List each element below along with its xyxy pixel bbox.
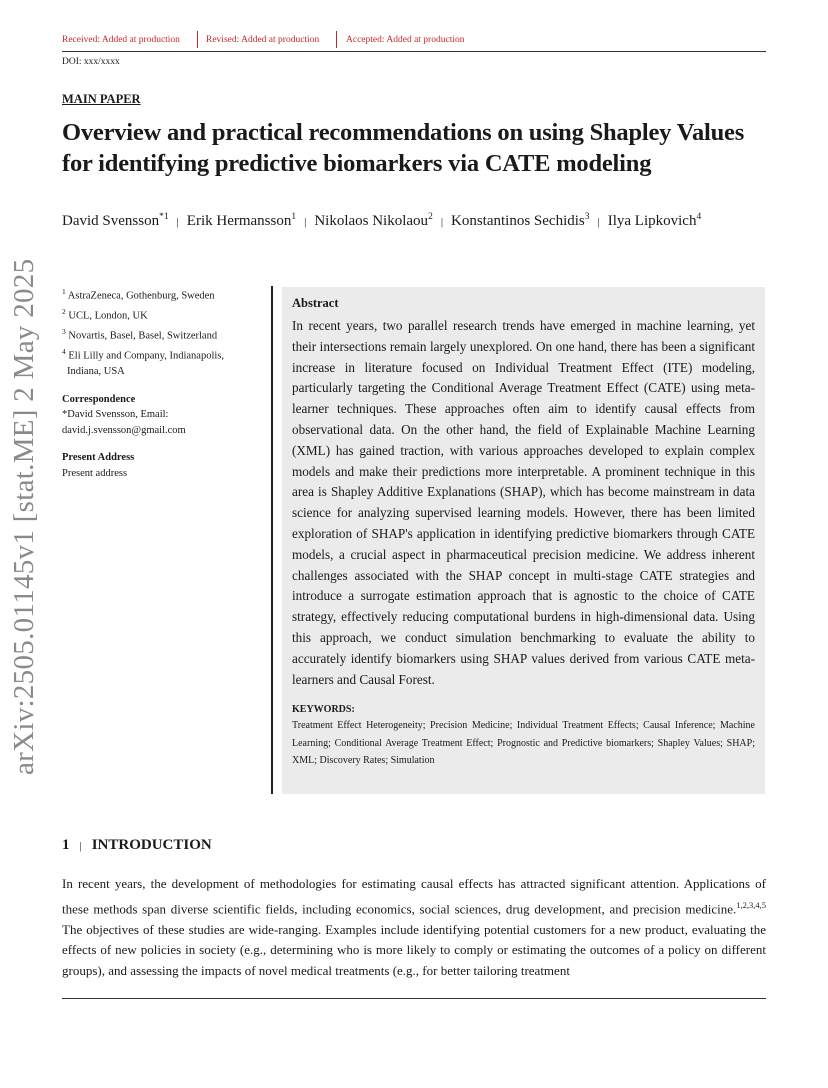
abstract-heading: Abstract: [292, 296, 339, 310]
paper-title: Overview and practical recommendations on using Shapley Values for identifying predictive biomarkers via CATE modeling: [62, 119, 745, 177]
doi: DOI: xxx/xxxx: [62, 57, 120, 67]
keywords-heading: KEYWORDS:: [292, 704, 355, 716]
author-separator: |: [176, 216, 179, 228]
author: Konstantinos Sechidis$^3$: [451, 212, 590, 229]
correspondence-email: david.j.svensson@gmail.com: [62, 424, 186, 436]
affiliation: $^3$ Novartis, Basel, Basel, Switzerland: [62, 327, 218, 342]
citation-refs: 1,2,3,4,5: [736, 899, 766, 910]
abstract-text: In recent years, two parallel research trends have emerged in machine learning, yet their intersections remain largely unexplored. On one hand, there has been a significant increase in literature focused on Individual Treatment Effect (ITE) modeling, particularly targeting the Conditional Average Treatment Effect (CATE) using meta-learner techniques. These approaches often aim to identify causal effects from observational data. On the other hand, the field of Explainable Machine Learning (XML) has gained traction, with various approaches developed to explain complex models and make their predictions more interpretable. A prominent technique in this area is Shapley Additive Explanations (SHAP), which has become mainstream in data science for analyzing supervised learning models. However, there has been limited exploration of SHAP's application in identifying predictive biomarkers through CATE models, a crucial aspect in pharmaceutical precision medicine. We address inherent challenges associated with the SHAP concept in multi-stage CATE strategies and introduce a surrogate estimation approach that is agnostic to the choice of CATE strategy, effectively reducing computational burdens in high-dimensional data. Using this approach, we conduct simulation benchmarking to evaluate the ability to accurately identify biomarkers using SHAP values derived from various CATE meta-learners and Causal Forest.: [292, 318, 755, 687]
affiliations: [62, 284, 262, 481]
author: Erik Hermansson$^1$: [186, 212, 297, 229]
author-separator: |: [597, 216, 600, 228]
affiliation-continued: Indiana, USA: [67, 366, 125, 377]
author: David Svensson$^{*1}$: [62, 212, 169, 229]
correspondence-heading: Correspondence: [62, 393, 136, 405]
section-separator: |: [79, 840, 82, 852]
author: Nikolaos Nikolaou$^2$: [314, 212, 433, 229]
section-heading: [62, 837, 212, 854]
header-separator: [336, 31, 337, 48]
correspondence-line: *David Svensson, Email:: [62, 409, 169, 420]
present-address: Present address: [62, 467, 128, 479]
author-separator: |: [304, 216, 307, 228]
affiliation: $^2$ UCL, London, UK: [62, 307, 148, 322]
author: Ilya Lipkovich$^4$: [607, 212, 702, 229]
accepted-field: Accepted: Added at production: [346, 35, 465, 45]
section-title: INTRODUCTION: [91, 837, 212, 853]
header-rule: [62, 51, 766, 52]
header-separator: [197, 31, 198, 48]
keywords-text: Treatment Effect Heterogeneity; Precision Medicine; Individual Treatment Effects; Causal Inference; Machine Learning; Conditional Average Treatment Effect; Prognostic and Predictive biomarkers; Shapley Values; SHAP; XML; Discovery Rates; Simulation: [292, 720, 755, 767]
paper-category: MAIN PAPER: [62, 92, 141, 106]
author-separator: |: [440, 216, 444, 228]
footer-rule: [62, 998, 766, 999]
section-number: 1: [62, 837, 70, 853]
received-field: Received: Added at production: [62, 35, 180, 45]
introduction-text: In recent years, the development of methodologies for estimating causal effects has attracted significant attention. Applications of these methods span diverse scientific fields, including economics, social sciences, drug development, and precision medicine.$^{1,2,3,4,5}$ The objectives of these studies are wide-ranging. Examples include identifying potential customers for a new product, evaluating the effects of new policies in society (e.g., determining who is more likely to comply or estimating the outcomes of a policy on different groups), and assessing the impacts of novel medical treatments (e.g., for better tailoring treatment: [62, 876, 766, 979]
arxiv-watermark: arXiv:2505.01145v1 [stat.ME] 2 May 2025: [8, 258, 40, 775]
revised-field: Revised: Added at production: [206, 35, 320, 45]
present-address-heading: Present Address: [62, 452, 135, 463]
affiliation: $^4$ Eli Lilly and Company, Indianapolis,: [62, 347, 225, 362]
column-divider: [271, 286, 273, 794]
author-list: [62, 205, 762, 235]
affiliation: $^1$ AstraZeneca, Gothenburg, Sweden: [62, 287, 215, 302]
abstract-box: [282, 287, 765, 794]
